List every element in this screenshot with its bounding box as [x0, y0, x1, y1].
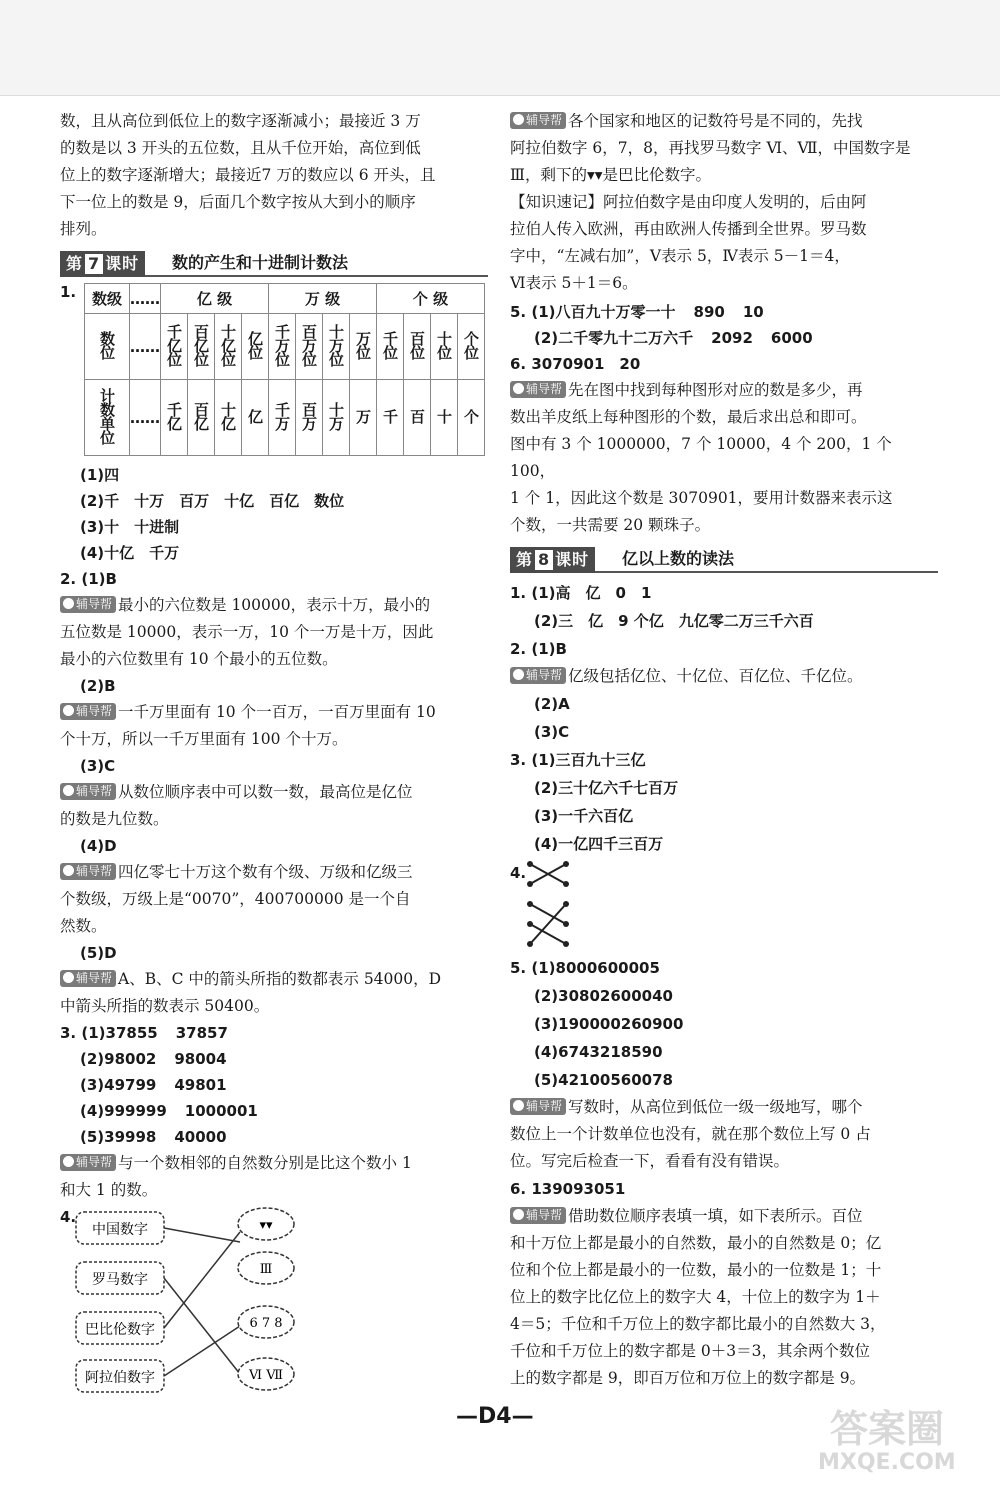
match-right-2: [238, 1252, 294, 1284]
text-line: 排列。: [60, 220, 107, 238]
hint-line: 辅导帮 借助数位顺序表填一填，如下表所示。百位: [510, 1203, 938, 1230]
table-cell: 数位: [85, 314, 130, 380]
table-cell: 百: [404, 380, 431, 456]
table-cell: 计数单位: [85, 380, 130, 456]
question-1: [60, 283, 488, 456]
lesson-7-header: [60, 249, 488, 277]
helper-icon: [513, 1209, 524, 1220]
answer-line: (2)二千零九十二万六千 2092 6000: [534, 329, 813, 347]
match-line: [530, 904, 566, 944]
table-cell: ……: [130, 380, 161, 456]
table-cell: 百亿: [188, 380, 215, 456]
hint-line: 辅导帮 写数时，从高位到低位一级一级地写，哪个: [510, 1094, 938, 1121]
hint-line: 千位和千万位上的数字都是 0＋3＝3，其余两个数位: [510, 1342, 871, 1360]
question-number: 4.: [510, 864, 527, 882]
helper-icon: [63, 865, 74, 876]
table-cell: 千万: [269, 380, 296, 456]
match-right-1: [238, 1208, 294, 1240]
table-cell: 百亿位: [188, 314, 215, 380]
hint-line: 辅导帮 先在图中找到每种图形对应的数是多少，再: [510, 377, 938, 404]
hint-line: 辅导帮 一千万里面有 10 个一百万，一百万里面有 10: [60, 699, 488, 726]
table-cell: ……: [130, 284, 161, 314]
hint-badge: 辅导帮: [60, 596, 116, 613]
table-cell: 亿位: [242, 314, 269, 380]
answer-line: (4)D: [80, 837, 117, 855]
match-left-1: [76, 1212, 164, 1244]
answer-line: (3)一千六百亿: [534, 807, 634, 825]
answer-line: 3. (1)三百九十三亿: [510, 751, 646, 769]
helper-icon: [63, 972, 74, 983]
table-cell: 个位: [458, 314, 485, 380]
svg-text:6 7 8: 6 7 8: [249, 1316, 283, 1331]
hint-line: 拉伯人传入欧洲，再由欧洲人传播到全世界。罗马数: [510, 220, 867, 238]
svg-text:中国数字: 中国数字: [92, 1222, 148, 1238]
match-right-4: [238, 1358, 294, 1390]
text-line: 的数是以 3 开头的五位数，且从千位开始，高位到低: [60, 139, 421, 157]
answer-line: (5)D: [80, 944, 117, 962]
hint-line: 字中，“左减右加”，Ⅴ表示 5，Ⅳ表示 5－1＝4，: [510, 247, 850, 265]
table-cell: 十: [431, 380, 458, 456]
svg-text:罗马数字: 罗马数字: [92, 1272, 148, 1288]
hint-badge: 辅导帮: [510, 1207, 566, 1224]
table-cell: 百万: [296, 380, 323, 456]
answer-line: 2. (1)B: [60, 570, 117, 588]
answer-line: (3)十 十进制: [80, 518, 180, 536]
lesson-title: 数的产生和十进制计数法: [172, 253, 349, 272]
hint-badge: 辅导帮: [510, 381, 566, 398]
table-cell: 个: [458, 380, 485, 456]
lesson-badge: 第 8 课时: [510, 547, 595, 573]
answer-line: 6. 3070901 20: [510, 355, 641, 373]
hint-badge: 辅导帮: [60, 970, 116, 987]
answer-line: (4)6743218590: [534, 1043, 663, 1061]
hint-line: 1 个 1，因此这个数是 3070901，要用计数器来表示这: [510, 489, 893, 507]
question-4-cross-diagram: [510, 858, 938, 954]
table-cell: 百位: [404, 314, 431, 380]
hint-line: 辅导帮 与一个数相邻的自然数分别是比这个数小 1: [60, 1150, 488, 1177]
hint-badge: 辅导帮: [510, 112, 566, 129]
text-line: 位上的数字逐渐增大；最接近7 万的数应以 6 开头，且: [60, 166, 436, 184]
top-divider: [0, 95, 1000, 96]
hint-line: 五位数是 10000，表示一万，10 个一万是十万，因此: [60, 623, 434, 641]
answer-line: (3)190000260900: [534, 1015, 684, 1033]
place-value-table: [84, 283, 485, 456]
table-cell: ……: [130, 314, 161, 380]
table-row: [85, 380, 485, 456]
answer-line: (3)C: [534, 723, 570, 741]
match-left-4: [76, 1360, 164, 1392]
hint-line: 和大 1 的数。: [60, 1181, 158, 1199]
answer-line: (2)B: [80, 677, 116, 695]
table-cell: 千万位: [269, 314, 296, 380]
hint-line: 数位上一个计数单位也没有，就在那个数位上写 0 占: [510, 1125, 871, 1143]
hint-line: 阿拉伯数字 6，7，8，再找罗马数字 Ⅵ、Ⅶ，中国数字是: [510, 139, 911, 157]
question-4-matching: [60, 1204, 488, 1404]
helper-icon: [513, 383, 524, 394]
hint-badge: 辅导帮: [510, 667, 566, 684]
text-line: 下一位上的数是 9，后面几个数字按从大到小的顺序: [60, 193, 416, 211]
helper-icon: [63, 705, 74, 716]
match-line: [164, 1228, 240, 1242]
hint-line: 的数是九位数。: [60, 810, 169, 828]
hint-badge: 辅导帮: [60, 783, 116, 800]
hint-line: 4＝5；千位和千万位上的数字都比最小的自然数大 3，: [510, 1315, 886, 1333]
table-cell: 万 级: [269, 284, 377, 314]
hint-line: 上的数字都是 9，即百万位和万位上的数字都是 9。: [510, 1369, 866, 1387]
svg-text:Ⅵ Ⅶ: Ⅵ Ⅶ: [249, 1368, 283, 1383]
hint-line: 个数，一共需要 20 颗珠子。: [510, 516, 711, 534]
answer-line: (2)A: [534, 695, 570, 713]
answer-line: (1)四: [80, 466, 120, 484]
match-left-2: [76, 1262, 164, 1294]
right-column: [510, 108, 938, 1392]
hint-line: 个数级，万级上是“0070”，400700000 是一个自: [60, 890, 411, 908]
hint-line: 个十万，所以一千万里面有 100 个十万。: [60, 730, 348, 748]
answer-line: (3)C: [80, 757, 116, 775]
answer-line: (2)30802600040: [534, 987, 673, 1005]
table-cell: 个 级: [377, 284, 485, 314]
table-cell: 十万位: [323, 314, 350, 380]
hint-line: 辅导帮 亿级包括亿位、十亿位、百亿位、千亿位。: [510, 663, 938, 690]
hint-line: 辅导帮 各个国家和地区的记数符号是不同的，先找: [510, 108, 938, 135]
cross-match-diagram: [524, 858, 604, 954]
answer-line: (2)千 十万 百万 十亿 百亿 数位: [80, 492, 345, 510]
table-cell: 十万: [323, 380, 350, 456]
hint-line: 最小的六位数里有 10 个最小的五位数。: [60, 650, 338, 668]
hint-line: 辅导帮 最小的六位数是 100000，表示十万，最小的: [60, 592, 488, 619]
hint-line: 中箭头所指的数表示 50400。: [60, 997, 270, 1015]
hint-line: Ⅲ，剩下的▾▾是巴比伦数字。: [510, 166, 712, 184]
hint-line: 【知识速记】阿拉伯数字是由印度人发明的，后由阿: [510, 193, 867, 211]
hint-badge: 辅导帮: [510, 1098, 566, 1115]
table-cell: 万: [350, 380, 377, 456]
svg-text:巴比伦数字: 巴比伦数字: [85, 1322, 155, 1338]
hint-badge: 辅导帮: [60, 703, 116, 720]
answer-line: (4)一亿四千三百万: [534, 835, 664, 853]
match-line: [530, 924, 566, 944]
text-line: 数，且从高位到低位上的数字逐渐减小；最接近 3 万: [60, 112, 421, 130]
answer-line: 5. (1)八百九十万零一十 890 10: [510, 303, 764, 321]
answer-line: 6. 139093051: [510, 1180, 626, 1198]
table-cell: 亿: [242, 380, 269, 456]
answer-line: (5)42100560078: [534, 1071, 673, 1089]
table-row: [85, 314, 485, 380]
answer-line: 5. (1)8000600005: [510, 959, 660, 977]
table-cell: 十亿位: [215, 314, 242, 380]
answer-line: (5)39998 40000: [80, 1128, 227, 1146]
hint-line: 辅导帮 A、B、C 中的箭头所指的数都表示 54000，D: [60, 966, 488, 993]
answer-line: (2)三 亿 9 个亿 九亿零二万三千六百: [534, 612, 814, 630]
table-row: [85, 284, 485, 314]
answer-line: (4)十亿 千万: [80, 544, 180, 562]
lesson-title: 亿以上数的读法: [622, 549, 735, 568]
question-number: 1.: [60, 283, 77, 301]
match-left-3: [76, 1312, 164, 1344]
table-cell: 百万位: [296, 314, 323, 380]
hint-line: Ⅵ表示 5＋1＝6。: [510, 274, 638, 292]
answer-line: (2)98002 98004: [80, 1050, 227, 1068]
hint-line: 辅导帮 从数位顺序表中可以数一数，最高位是亿位: [60, 779, 488, 806]
hint-line: 位和个位上都是最小的一位数，最小的一位数是 1；十: [510, 1261, 882, 1279]
answer-line: (4)999999 1000001: [80, 1102, 258, 1120]
table-cell: 万位: [350, 314, 377, 380]
helper-icon: [513, 669, 524, 680]
watermark-logo: 答案圈: [830, 1407, 945, 1451]
lesson-badge: 第 7 课时: [60, 251, 145, 277]
table-cell: 十亿: [215, 380, 242, 456]
answer-line: (2)三十亿六千七百万: [534, 779, 679, 797]
left-column: [60, 108, 488, 1404]
hint-line: 数出羊皮纸上每种图形的个数，最后求出总和即可。: [510, 408, 867, 426]
match-line: [164, 1278, 240, 1374]
lesson-8-header: [510, 545, 938, 573]
svg-text:▾▾: ▾▾: [259, 1218, 273, 1233]
answer-line: 1. (1)高 亿 0 1: [510, 584, 652, 602]
answer-line: 2. (1)B: [510, 640, 567, 658]
table-cell: 千位: [377, 314, 404, 380]
helper-icon: [63, 1156, 74, 1167]
table-cell: 千亿: [161, 380, 188, 456]
hint-line: 位。写完后检查一下，看看有没有错误。: [510, 1152, 790, 1170]
hint-line: 图中有 3 个 1000000，7 个 10000，4 个 200，1 个 100，: [510, 435, 892, 480]
svg-text:阿拉伯数字: 阿拉伯数字: [85, 1370, 155, 1386]
hint-line: 位上的数字比亿位上的数字大 4，十位上的数字为 1＋: [510, 1288, 881, 1306]
table-cell: 十位: [431, 314, 458, 380]
table-cell: 亿 级: [161, 284, 269, 314]
match-right-3: [238, 1306, 294, 1338]
hint-line: 辅导帮 四亿零七十万这个数有个级、万级和亿级三: [60, 859, 488, 886]
match-line: [164, 1326, 240, 1376]
hint-badge: 辅导帮: [60, 1154, 116, 1171]
helper-icon: [63, 785, 74, 796]
svg-text:Ⅲ: Ⅲ: [259, 1262, 273, 1277]
table-cell: 数级: [85, 284, 130, 314]
answer-line: 3. (1)37855 37857: [60, 1024, 228, 1042]
hint-line: 和十万位上都是最小的自然数，最小的自然数是 0；亿: [510, 1234, 882, 1252]
match-line: [164, 1232, 240, 1328]
watermark-url: MXQE.COM: [818, 1450, 956, 1475]
hint-line: 然数。: [60, 917, 107, 935]
table-cell: 千亿位: [161, 314, 188, 380]
answer-line: (3)49799 49801: [80, 1076, 227, 1094]
helper-icon: [513, 114, 524, 125]
top-margin-band: [0, 0, 1000, 96]
page-number: —D4—: [456, 1404, 534, 1429]
question-number: 4.: [60, 1208, 77, 1226]
matching-diagram: [70, 1204, 370, 1404]
match-line: [530, 904, 566, 924]
helper-icon: [63, 598, 74, 609]
table-cell: 千: [377, 380, 404, 456]
hint-badge: 辅导帮: [60, 863, 116, 880]
helper-icon: [513, 1100, 524, 1111]
